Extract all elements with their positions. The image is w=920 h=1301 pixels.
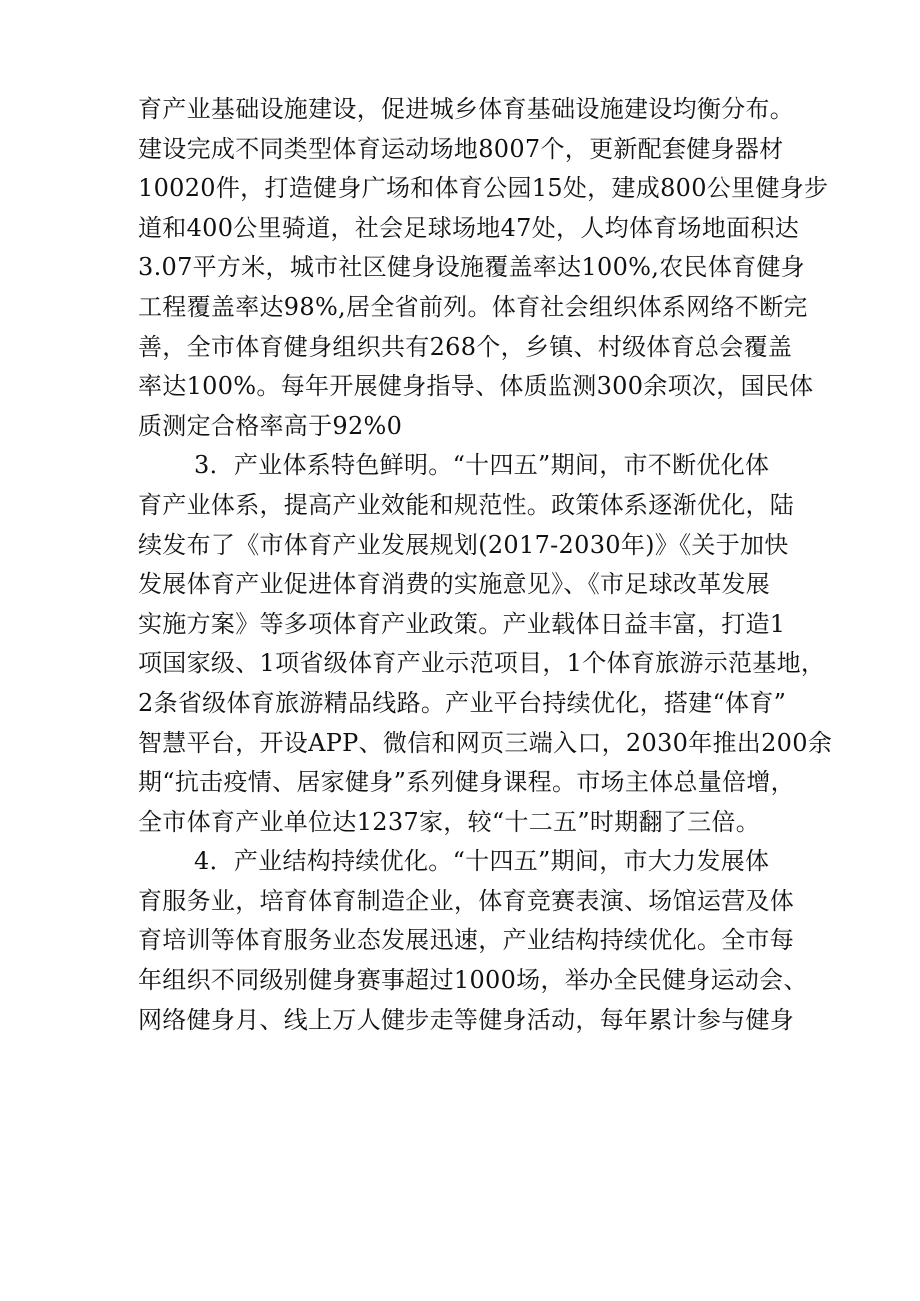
text-line: 网络健身月、线上万人健步走等健身活动，每年累计参与健身: [138, 1005, 795, 1034]
text-line: 期“抗击疫情、居家健身”系列健身课程。市场主体总量倍增，: [138, 768, 795, 797]
text-line: 质测定合格率高于92%0: [138, 411, 403, 440]
paragraph-heading-4: 4．产业结构持续优化。“十四五”期间，市大力发展体: [194, 847, 770, 876]
text-line: 善，全市体育健身组织共有268个，乡镇、村级体育总会覆盖: [138, 332, 793, 361]
text-line: 道和400公里骑道，社会足球场地47处，人均体育场地面积达: [138, 213, 800, 242]
text-line: 实施方案》等多项体育产业政策。产业载体日益丰富，打造1: [138, 609, 786, 638]
text-line: 10020件，打造健身广场和体育公园15处，建成800公里健身步: [138, 174, 829, 203]
body-text: [138, 90, 833, 1040]
text-line: 智慧平台，开设APP、微信和网页三端入口，2030年推出200余: [138, 728, 833, 757]
text-line: 3.07平方米，城市社区健身设施覆盖率达100%,农民体育健身: [138, 253, 805, 282]
text-line: 项国家级、1项省级体育产业示范项目，1个体育旅游示范基地，: [138, 649, 826, 678]
paragraph-heading-3: 3．产业体系特色鲜明。“十四五”期间，市不断优化体: [194, 451, 770, 480]
text-line: 育产业基础设施建设，促进城乡体育基础设施建设均衡分布。: [138, 95, 795, 123]
text-line: 续发布了《市体育产业发展规划(2017-2030年)》《关于加快: [138, 530, 789, 559]
text-line: 率达100%。每年开展健身指导、体质监测300余项次，国民体: [138, 372, 814, 401]
text-line: 2条省级体育旅游精品线路。产业平台持续优化，搭建“体育”: [138, 688, 787, 717]
text-line: 育服务业，培育体育制造企业，体育竞赛表演、场馆运营及体: [138, 886, 795, 915]
text-line: 育产业体系，提高产业效能和规范性。政策体系逐渐优化，陆: [138, 490, 795, 519]
text-line: 育培训等体育服务业态发展迅速，产业结构持续优化。全市每: [138, 926, 795, 955]
text-line: 发展体育产业促进体育消费的实施意见》、《市足球改革发展: [138, 570, 771, 599]
text-line: 全市体育产业单位达1237家，较“十二五”时期翻了三倍。: [138, 807, 761, 836]
text-line: 工程覆盖率达98%,居全省前列。体育社会组织体系网络不断完: [138, 292, 808, 321]
text-line: 年组织不同级别健身赛事超过1000场，举办全民健身运动会、: [138, 966, 808, 995]
text-line: 建设完成不同类型体育运动场地8007个，更新配套健身器材: [138, 134, 784, 163]
